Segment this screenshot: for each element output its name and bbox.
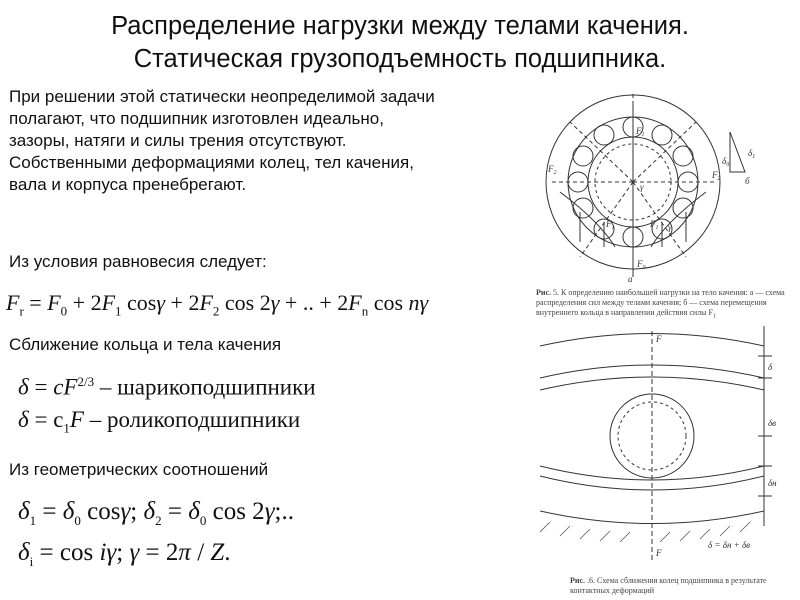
ball xyxy=(673,146,693,166)
deflection-formula-2: $\delta_i = \cos i\gamma$; γ = 2π / Z. xyxy=(18,539,231,569)
figure-6-caption: Рис. .6. Схема сближения колец подшипника в результате контактных деформаций xyxy=(570,576,767,595)
figure-6-contact-deformation xyxy=(540,326,788,574)
slide-title-line-1: Распределение нагрузки между телами качения. xyxy=(111,12,689,40)
radial-force-formula: $F_r = F_0 + 2F_1$ $\cos\gamma + 2F_2$ cos 2γ + .. + $2F_n$ cos nγ xyxy=(6,290,429,319)
equilibrium-heading: Из условия равновесия следует: xyxy=(9,252,267,271)
housing-hatching xyxy=(540,522,750,542)
approach-heading: Сближение кольца и тела качения xyxy=(9,335,282,354)
ball xyxy=(678,172,698,192)
ball xyxy=(652,125,672,145)
label-gamma-1: γ xyxy=(668,222,672,232)
geometry-heading: Из геометрических соотношений xyxy=(9,460,269,479)
ball-bearing-formula: $\delta = cF^{2/3}$ – шарикоподшипники xyxy=(18,374,316,400)
ball xyxy=(573,198,593,218)
deflection-formula-1: $\delta_1 = \delta_0$ cosγ; $\delta_2 = \delta_0$ cos 2γ;.. xyxy=(18,498,294,528)
label-f1-top: $F_1$ xyxy=(636,126,645,138)
label-f1-bottom-left: $F_1$ xyxy=(606,219,615,231)
label-f0: $F_0$ xyxy=(637,259,646,271)
label-delta-1: $\delta_1$ xyxy=(748,148,756,160)
label-a: а xyxy=(628,274,633,284)
label-delta-b: δв xyxy=(768,418,777,428)
label-f-bottom: F xyxy=(656,548,662,558)
slide-title-line-2: Статическая грузоподъемность подшипника. xyxy=(133,45,667,73)
label-delta-0: $\delta_0$ xyxy=(722,156,730,168)
label-delta-n: δн xyxy=(768,478,777,488)
label-f1-bottom-right: $F_1$ xyxy=(650,219,659,231)
ball xyxy=(594,125,614,145)
displacement-triangle xyxy=(730,132,745,172)
label-delta-top: δ xyxy=(768,362,773,372)
ball xyxy=(573,146,593,166)
label-gamma-2: γ xyxy=(640,182,644,192)
intro-paragraph: При решении этой статически неопределимой задачи полагают, что подшипник изготовлен идеально, зазоры, натяги и силы трения отсутствуют. Собственными деформациями колец, тел качения, вала и корпуса пренебрегают. xyxy=(9,87,435,194)
figure-5-caption: Рис. 5. К определению наибольшей нагрузки на тело качения: а — схема распределения сил между телами качения; б — схема перемещения внутреннего кольца в направлении действия силы $F_1$ xyxy=(536,288,785,320)
roller-bearing-formula: $\delta = c_1F$ – роликоподшипники xyxy=(18,407,301,436)
label-f-top: F xyxy=(656,334,662,344)
ball xyxy=(568,172,588,192)
figure-5-load-distribution xyxy=(540,72,788,284)
label-delta-sum: δ = δн + δв xyxy=(708,540,751,550)
ball xyxy=(673,198,693,218)
label-f2-right: $F_2$ xyxy=(712,170,721,182)
label-f2-left: $F_2$ xyxy=(548,164,557,176)
label-b: б xyxy=(745,176,750,186)
